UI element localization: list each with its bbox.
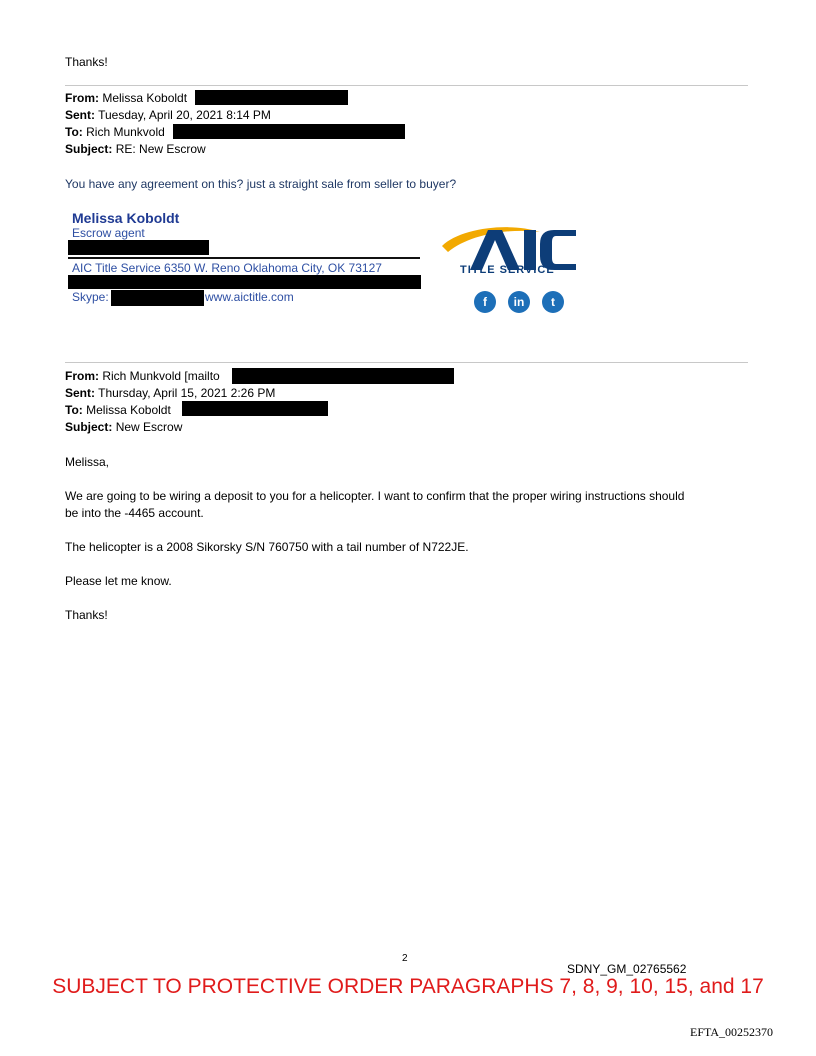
from-value: Rich Munkvold [mailto [102,369,220,383]
efta-id: EFTA_00252370 [690,1025,774,1039]
to-label: To: [65,125,83,139]
redaction-box [68,275,421,289]
from-label: From: [65,369,99,383]
email1-subject [65,142,206,157]
subject-value: RE: New Escrow [115,142,206,156]
from-value: Melissa Koboldt [102,91,188,105]
facebook-icon[interactable]: f [474,291,496,313]
page-number: 2 [402,953,408,964]
bates-number: SDNY_GM_02765562 [567,962,687,976]
email2-greeting: Melissa, [65,455,110,469]
from-label: From: [65,91,99,105]
signature-rule [68,257,420,259]
signature-name: Melissa Koboldt [72,210,180,226]
signature-skype-label: Skype: [72,290,109,304]
signature-website[interactable]: www.aictitle.com [205,290,294,304]
email2-paragraph: The helicopter is a 2008 Sikorsky S/N 760750 with a tail number of N722JE. [65,540,469,554]
twitter-icon[interactable]: t [542,291,564,313]
email2-paragraph-line: We are going to be wiring a deposit to you for a helicopter. I want to confirm that the proper wiring instructions should [65,489,685,503]
email1-from [65,91,187,106]
redaction-box [173,124,405,139]
sent-label: Sent: [65,108,95,122]
redaction-box [195,90,348,105]
separator [65,362,748,363]
email2-from [65,369,220,384]
protective-order-notice: SUBJECT TO PROTECTIVE ORDER PARAGRAPHS 7, 8, 9, 10, 15, and 17 [52,975,764,998]
subject-label: Subject: [65,420,113,434]
email1-to [65,125,165,140]
to-value: Rich Munkvold [86,125,165,139]
logo-subtitle: TITLE SERVICE [460,264,555,276]
sent-value: Thursday, April 15, 2021 2:26 PM [98,386,276,400]
linkedin-icon[interactable]: in [508,291,530,313]
to-value: Melissa Koboldt [86,403,171,417]
sent-label: Sent: [65,386,95,400]
to-label: To: [65,403,83,417]
email2-paragraph-line: be into the -4465 account. [65,506,204,520]
signature-company: AIC Title Service 6350 W. Reno Oklahoma City, OK 73127 [72,261,382,275]
email2-sent [65,386,275,401]
subject-label: Subject: [65,142,113,156]
subject-value: New Escrow [115,420,183,434]
redaction-box [232,368,454,384]
email1-body: You have any agreement on this? just a straight sale from seller to buyer? [65,177,457,191]
signature-title: Escrow agent [72,226,145,240]
redaction-box [68,240,209,255]
separator [65,85,748,86]
sent-value: Tuesday, April 20, 2021 8:14 PM [98,108,271,122]
redaction-box [111,290,204,306]
email2-to [65,403,171,418]
closing-thanks: Thanks! [65,55,108,69]
redaction-box [182,401,328,416]
email2-closing: Thanks! [65,608,108,622]
email2-subject [65,420,182,435]
email2-paragraph: Please let me know. [65,574,172,588]
email1-sent [65,108,271,123]
